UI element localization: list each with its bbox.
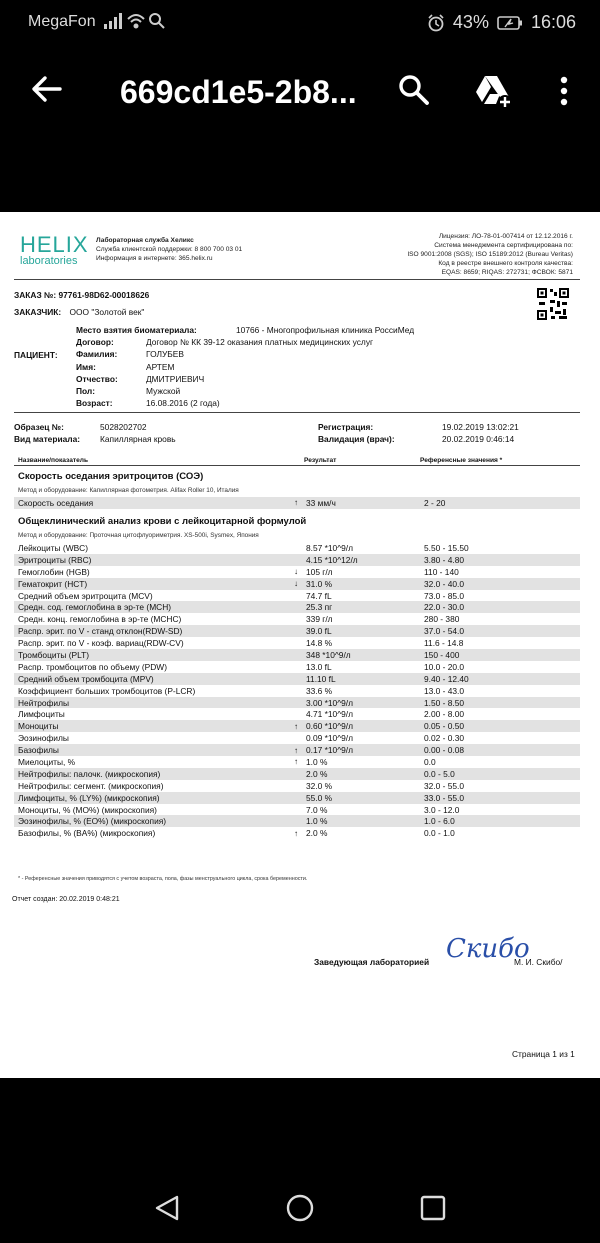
field-sex: Пол: Мужской xyxy=(76,386,181,397)
result-flag-icon xyxy=(282,685,302,697)
result-flag-icon: ↑ xyxy=(282,744,302,756)
signal-icon xyxy=(104,13,122,29)
search-status-icon xyxy=(150,14,164,28)
result-row xyxy=(14,685,580,697)
document-page[interactable] xyxy=(0,212,600,1078)
report-created: Отчет создан: 20.02.2019 0:48:21 xyxy=(12,896,120,903)
nav-back-button[interactable] xyxy=(154,1194,180,1227)
result-row xyxy=(14,744,580,756)
result-value: 2.0 % xyxy=(302,768,420,780)
result-name: Гематокрит (HCT) xyxy=(14,578,282,590)
reference-range: 0.0 - 1.0 xyxy=(424,828,455,839)
patient-label: ПАЦИЕНТ: xyxy=(14,350,58,360)
result-flag-icon xyxy=(282,625,302,637)
result-row xyxy=(14,566,580,578)
reference-range: 32.0 - 40.0 xyxy=(420,578,580,590)
back-arrow-icon xyxy=(30,72,64,106)
result-value: 32.0 % xyxy=(306,780,333,791)
order-divider xyxy=(14,412,580,413)
result-name: Средний объем эритроцита (MCV) xyxy=(18,590,153,601)
clock: 16:06 xyxy=(530,12,576,32)
section-esr-title: Скорость оседания эритроцитов (СОЭ) xyxy=(18,471,204,482)
more-vert-icon xyxy=(558,76,570,106)
signer-name: М. И. Скибо/ xyxy=(514,957,563,967)
footnote: * - Референсные значения приводятся с учетом возраста, пола, фазы менструального цикла, срока беременности. xyxy=(18,876,308,882)
result-row xyxy=(14,792,580,804)
result-flag-icon xyxy=(282,673,302,685)
section-cbc-title: Общеклинический анализ крови с лейкоцитарной формулой xyxy=(18,516,307,527)
reference-range: 9.40 - 12.40 xyxy=(420,673,580,685)
result-row xyxy=(14,649,580,661)
result-name: Скорость оседания xyxy=(14,497,282,509)
result-flag-icon: ↓ xyxy=(294,567,298,577)
result-name: Тромбоциты (PLT) xyxy=(14,649,282,661)
document-title: 669cd1e5-2b8... xyxy=(120,74,357,110)
result-name: Базофилы xyxy=(14,744,282,756)
back-button[interactable] xyxy=(30,72,64,111)
result-value: 3.00 *10^9/л xyxy=(302,697,420,709)
result-name: Распр. тромбоцитов по объему (PDW) xyxy=(18,661,167,672)
reference-range: 73.0 - 85.0 xyxy=(424,590,465,601)
reference-range: 1.0 - 6.0 xyxy=(420,815,580,827)
status-icons xyxy=(104,12,170,35)
result-row xyxy=(14,780,580,792)
result-flag-icon xyxy=(282,732,302,744)
result-flag-icon xyxy=(282,780,302,792)
section-cbc-method: Метод и оборудование: Проточная цитофлуориметрия. XS-500i, Sysmex, Япония xyxy=(18,532,259,539)
field-surname: Фамилия: ГОЛУБЕВ xyxy=(76,349,184,360)
reference-range: 280 - 380 xyxy=(424,614,460,625)
result-flag-icon: ↑ xyxy=(282,720,302,732)
field-contract: Договор: Договор № КК 39-12 оказания платных медицинских услуг xyxy=(76,337,374,348)
result-flag-icon xyxy=(282,601,302,613)
wifi-icon xyxy=(128,15,144,28)
result-value: 55.0 % xyxy=(302,792,420,804)
battery-percent: 43% xyxy=(452,12,489,32)
square-recents-icon xyxy=(420,1195,446,1221)
result-row xyxy=(14,625,580,637)
carrier-name: MegaFon xyxy=(28,13,96,30)
result-flag-icon: ↓ xyxy=(282,578,302,590)
reference-range: 0.0 - 5.0 xyxy=(420,768,580,780)
result-flag-icon xyxy=(282,649,302,661)
result-name: Лимфоциты xyxy=(18,709,65,720)
result-flag-icon xyxy=(282,637,302,649)
reference-range: 0.0 xyxy=(424,756,436,767)
navigation-bar xyxy=(0,1170,600,1243)
lab-contact: Лабораторная служба Хеликс Служба клиентской поддержки: 8 800 700 03 01 Информация в интернете: 365.helix.ru xyxy=(96,237,243,262)
result-name: Коэффициент больших тромбоцитов (P-LCR) xyxy=(18,685,196,696)
result-name: Средн. конц. гемоглобина в эр-те (MCHC) xyxy=(18,614,182,625)
result-name: Нейтрофилы xyxy=(14,697,282,709)
status-bar xyxy=(0,0,600,44)
result-row xyxy=(14,815,580,827)
result-row xyxy=(14,720,580,732)
result-value: 1.0 % xyxy=(302,815,420,827)
field-patronymic: Отчество: ДМИТРИЕВИЧ xyxy=(76,373,205,384)
result-flag-icon: ↑ xyxy=(294,828,298,838)
result-name: Нейтрофилы: палочк. (микроскопия) xyxy=(14,768,282,780)
result-value: 339 г/л xyxy=(306,614,333,625)
result-value: 105 г/л xyxy=(306,566,333,577)
result-row xyxy=(14,697,580,709)
circle-home-icon xyxy=(286,1194,314,1222)
result-value: 39.0 fL xyxy=(302,625,420,637)
field-age: Возраст: 16.08.2016 (2 года) xyxy=(76,398,220,409)
result-flag-icon xyxy=(282,804,302,816)
reference-range: 13.0 - 43.0 xyxy=(424,685,465,696)
sample-info: Образец №: 5028202702 Вид материала: Капиллярная кровь xyxy=(14,422,176,444)
result-row xyxy=(14,578,580,590)
result-value: 348 *10^9/л xyxy=(302,649,420,661)
result-value: 4.15 *10^12/л xyxy=(302,554,420,566)
result-value: 33.6 % xyxy=(306,685,333,696)
result-row xyxy=(14,732,580,744)
reference-range: 2.00 - 8.00 xyxy=(424,709,465,720)
section-esr-method: Метод и оборудование: Капиллярная фотометрия. Alifax Roller 10, Италия xyxy=(18,487,239,494)
result-flag-icon xyxy=(282,590,302,602)
result-row xyxy=(14,804,580,816)
battery-icon xyxy=(497,15,523,31)
reference-range: 5.50 - 15.50 xyxy=(424,542,469,553)
result-flag-icon xyxy=(282,613,302,625)
result-value: 13.0 fL xyxy=(306,661,332,672)
alarm-icon xyxy=(427,14,445,32)
reference-range: 110 - 140 xyxy=(424,566,459,577)
result-name: Лимфоциты, % (LY%) (микроскопия) xyxy=(14,792,282,804)
result-flag-icon xyxy=(282,792,302,804)
reference-range: 22.0 - 30.0 xyxy=(420,601,580,613)
result-row xyxy=(14,601,580,613)
reference-range: 0.02 - 0.30 xyxy=(424,733,465,744)
result-row xyxy=(14,708,580,720)
reference-range: 37.0 - 54.0 xyxy=(420,625,580,637)
search-button[interactable] xyxy=(398,74,430,111)
result-value: 0.60 *10^9/л xyxy=(302,720,420,732)
result-value: 0.09 *10^9/л xyxy=(306,733,354,744)
reference-range: 0.00 - 0.08 xyxy=(420,744,580,756)
result-value: 14.8 % xyxy=(306,638,333,649)
field-name: Имя: АРТЕМ xyxy=(76,361,175,372)
drive-add-icon xyxy=(474,74,514,110)
result-flag-icon xyxy=(282,768,302,780)
result-name: Лейкоциты (WBC) xyxy=(18,542,89,553)
status-right xyxy=(427,12,576,33)
triangle-back-icon xyxy=(154,1194,180,1222)
result-row xyxy=(14,827,580,839)
result-row xyxy=(14,590,580,602)
reference-range: 32.0 - 55.0 xyxy=(424,780,465,791)
field-place: Место взятия биоматериала: 10766 - Многопрофильная клиника РоссиМед xyxy=(76,325,415,335)
result-row xyxy=(14,637,580,649)
dates-info: Регистрация: 19.02.2019 13:02:21 Валидация (врач): 20.02.2019 0:46:14 xyxy=(318,422,519,444)
reference-range: 10.0 - 20.0 xyxy=(424,661,465,672)
result-flag-icon: ↑ xyxy=(282,497,302,509)
result-name: Моноциты, % (MO%) (микроскопия) xyxy=(18,804,157,815)
result-row xyxy=(14,613,580,625)
reference-range: 1.50 - 8.50 xyxy=(420,697,580,709)
app-toolbar xyxy=(0,50,600,138)
nav-recents-button[interactable] xyxy=(420,1195,446,1226)
cbc-table xyxy=(14,542,580,839)
nav-home-button[interactable] xyxy=(286,1194,314,1227)
result-flag-icon xyxy=(282,708,302,720)
save-to-drive-button[interactable] xyxy=(474,74,514,115)
result-row xyxy=(14,768,580,780)
result-value: 4.71 *10^9/л xyxy=(306,709,354,720)
result-row xyxy=(14,497,580,509)
customer-line: ЗАКАЗЧИК: ООО "Золотой век" xyxy=(14,307,145,317)
result-row xyxy=(14,756,580,768)
result-name: Эритроциты (RBC) xyxy=(14,554,282,566)
result-name: Эозинофилы, % (EO%) (микроскопия) xyxy=(14,815,282,827)
license-info: Лицензия: ЛО-78-01-007414 от 12.12.2016 г. Система менеджмента сертифицирована по: ISO 9001:2008 (SGS); ISO 15189:2012 (Bureau Veritas) Код в реестре внешнего контроля качества: EQAS: 8659; RIQAS: 272731; ФСВОК: 5871 xyxy=(407,233,573,276)
esr-table xyxy=(14,497,580,509)
result-row xyxy=(14,554,580,566)
result-name: Эозинофилы xyxy=(18,733,69,744)
header-divider xyxy=(14,279,580,280)
result-name: Средн. сод. гемоглобина в эр-те (MCH) xyxy=(14,601,282,613)
page-number: Страница 1 из 1 xyxy=(512,1049,575,1059)
patient-fields xyxy=(76,324,414,409)
result-name: Миелоциты, % xyxy=(18,756,76,767)
result-value: 11.10 fL xyxy=(302,673,420,685)
result-name: Распр. эрит. по V - коэф. вариац(RDW-CV) xyxy=(18,638,184,649)
result-value: 2.0 % xyxy=(306,828,328,839)
result-value: 74.7 fL xyxy=(306,590,332,601)
result-name: Моноциты xyxy=(14,720,282,732)
search-icon xyxy=(398,74,430,106)
result-flag-icon: ↑ xyxy=(294,757,298,767)
result-value: 0.17 *10^9/л xyxy=(302,744,420,756)
result-value: 1.0 % xyxy=(306,756,328,767)
result-value: 31.0 % xyxy=(302,578,420,590)
reference-range: 2 - 20 xyxy=(420,497,580,509)
reference-range: 150 - 400 xyxy=(420,649,580,661)
result-value: 8.57 *10^9/л xyxy=(306,542,354,553)
result-row xyxy=(14,673,580,685)
result-row xyxy=(14,661,580,673)
reference-range: 3.80 - 4.80 xyxy=(420,554,580,566)
handwritten-signature: Скибо xyxy=(446,934,530,964)
qr-code xyxy=(536,287,570,323)
result-flag-icon xyxy=(282,815,302,827)
helix-logo: HELIX laboratories xyxy=(20,232,89,267)
result-name: Нейтрофилы: сегмент. (микроскопия) xyxy=(18,780,164,791)
result-value: 33 мм/ч xyxy=(302,497,420,509)
result-flag-icon xyxy=(282,661,302,673)
result-flag-icon xyxy=(282,697,302,709)
reference-range: 33.0 - 55.0 xyxy=(420,792,580,804)
signature-line: Заведующая лабораторией xyxy=(314,957,430,967)
result-value: 7.0 % xyxy=(306,804,328,815)
result-name: Гемоглобин (HGB) xyxy=(18,566,90,577)
result-row xyxy=(14,542,580,554)
more-options-button[interactable] xyxy=(558,76,570,111)
result-name: Базофилы, % (BA%) (микроскопия) xyxy=(18,828,156,839)
result-name: Распр. эрит. по V - станд отклон(RDW-SD) xyxy=(14,625,282,637)
results-header: Название/показатель Результат Референсные значения * xyxy=(14,452,580,466)
result-value: 25.3 пг xyxy=(302,601,420,613)
result-name: Средний объем тромбоцита (MPV) xyxy=(14,673,282,685)
result-flag-icon xyxy=(282,542,302,554)
result-flag-icon xyxy=(282,554,302,566)
reference-range: 3.0 - 12.0 xyxy=(424,804,460,815)
reference-range: 11.6 - 14.8 xyxy=(424,638,464,649)
order-number: ЗАКАЗ №: 97761-98D62-00018626 xyxy=(14,290,150,300)
reference-range: 0.05 - 0.50 xyxy=(420,720,580,732)
